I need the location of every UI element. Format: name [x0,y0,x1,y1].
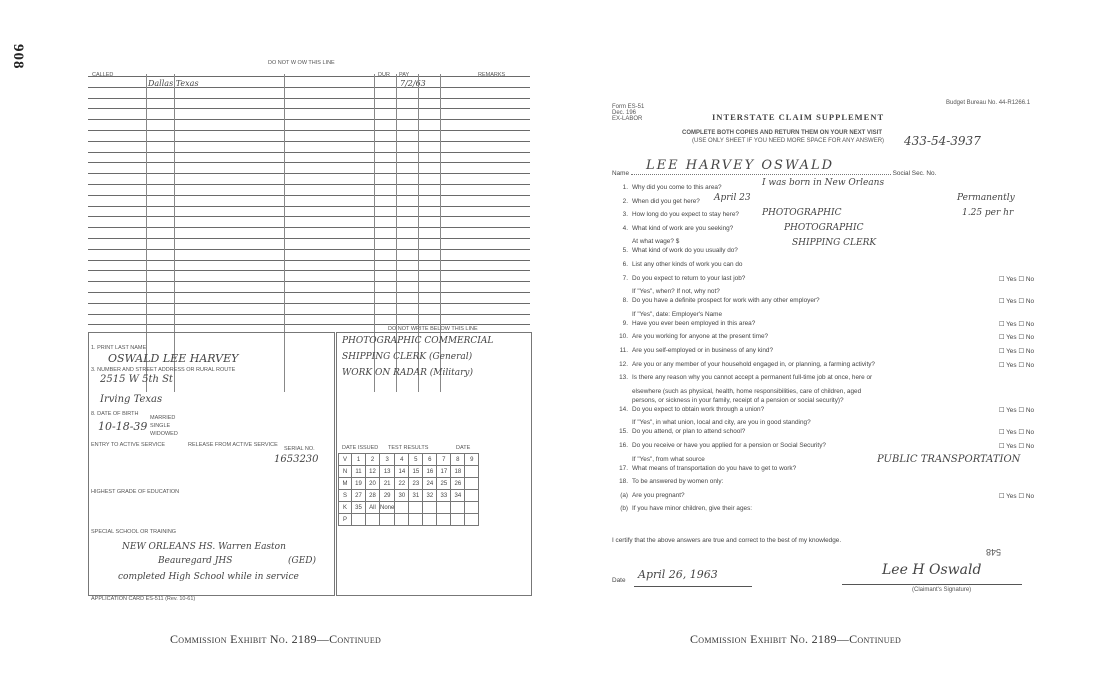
grid-row-label: P [339,514,352,526]
grid-cell: 34 [451,490,465,502]
grid-cell [352,514,366,526]
question-row: 18. To be answered by women only: [619,478,724,486]
grid-cell: 15 [409,466,423,478]
card-footer: APPLICATION CARD ES-511 (Rev. 10-61) [91,596,196,602]
form-subtitle-2: (USE ONLY SHEET IF YOU NEED MORE SPACE FOR ANY ANSWER) [692,138,885,144]
yes-no-checkbox[interactable]: ☐ Yes ☐ No [998,406,1034,414]
hand-city: Irving Texas [100,394,163,405]
yes-no-checkbox[interactable]: ☐ Yes ☐ No [998,275,1034,283]
col-dur: DUR [378,72,390,78]
question-row: 3. How long do you expect to stay here? [622,211,739,219]
grid-row-label: V [339,454,352,466]
grid-cell: 27 [352,490,366,502]
hand-ged: (GED) [288,556,316,566]
yes-no-checkbox[interactable]: ☐ Yes ☐ No [998,348,1034,355]
question-row: If "Yes", when? If not, why not? [632,288,720,296]
label-serial: SERIAL NO. [284,446,315,452]
question-row: elsewhere (such as physical, health, home responsibilities, care of children, aged [632,387,862,395]
question-row: persons, or sickness in your family, receipt of a pension or social security)? [632,396,844,404]
caption-right: Commission Exhibit No. 2189—Continued [690,632,902,646]
label-address: 3. NUMBER AND STREET ADDRESS OR RURAL ROUTE [91,367,236,373]
grid-cell: 30 [395,490,409,502]
grid-cell [465,490,479,502]
sig-caption: (Claimant's Signature) [912,587,972,593]
label-widowed: WIDOWED [150,431,178,437]
question-row: If "Yes", from what source [632,455,705,463]
grid-cell [451,502,465,514]
middle-note: DO NOT WRITE BELOW THIS LINE [388,326,478,332]
grid-date: DATE [456,445,471,451]
question-row: 9. Have you ever been employed in this area? ☐ Yes ☐ No [622,319,1034,328]
grid-cell: 32 [423,490,437,502]
grid-cell: 29 [380,490,395,502]
grid-cell: 31 [409,490,423,502]
ans-wage: 1.25 per hr [962,208,1014,218]
yes-no-checkbox[interactable]: ☐ Yes ☐ No [998,492,1034,500]
hand-signature: Lee H Oswald [882,562,982,578]
row1-hand: Dallas Texas [148,79,199,88]
ans-q17: PUBLIC TRANSPORTATION [877,454,1021,465]
grid-cell: 8 [451,454,465,466]
ans-q2: April 23 [714,193,751,203]
yes-no-checkbox[interactable]: ☐ Yes ☐ No [998,429,1034,437]
question-row: 8. Do you have a definite prospect for work with any other employer? ☐ Yes ☐ No [622,297,1034,306]
grid-row-label: N [339,466,352,478]
yes-no-checkbox[interactable]: ☐ Yes ☐ No [998,320,1034,328]
grid-cell: 19 [352,478,366,490]
label-soc: Social Sec. No. [892,170,937,177]
grid-cell [380,514,395,526]
test-grid [338,453,479,526]
grid-cell: 23 [409,478,423,490]
grid-cell: 28 [366,490,380,502]
question-row: 13. Is there any reason why you cannot accept a permanent full-time job at once, here or [619,374,873,382]
question-row: (b) If you have minor children, give their ages: [620,505,753,513]
question-row: 10. Are you working for anyone at the present time? ☐ Yes ☐ No [619,333,1034,342]
col-remarks: REMARKS [478,72,506,78]
grid-cell: 11 [352,466,366,478]
label-service: ENTRY TO ACTIVE SERVICE [91,442,166,448]
form-corner-left: Form ES-51 Dec. 196 EX-LABOR [612,104,645,122]
grid-cell: 5 [409,454,423,466]
ans-q6: SHIPPING CLERK [792,238,877,248]
question-row: If "Yes", in what union, local and city, are you in good standing? [632,419,811,427]
question-row: (a) Are you pregnant? ☐ Yes ☐ No [620,491,1034,500]
question-row: If "Yes", date: Employer's Name [632,310,723,318]
grid-cell: All [366,502,380,514]
form-title: INTERSTATE CLAIM SUPPLEMENT [712,112,885,122]
grid-cell: 21 [380,478,395,490]
hand-job2: SHIPPING CLERK (General) [342,352,473,362]
grid-cell: 4 [395,454,409,466]
question-row: 7. Do you expect to return to your last job? ☐ Yes ☐ No [622,274,1034,283]
grid-cell [451,514,465,526]
ans-q1: I was born in New Orleans [762,178,885,188]
grid-cell [437,514,451,526]
question-row: 6. List any other kinds of work you can do [622,261,743,268]
hand-form-name: LEE HARVEY OSWALD [646,158,835,173]
yes-no-checkbox[interactable]: ☐ Yes ☐ No [998,361,1034,369]
grid-cell [409,514,423,526]
grid-row-label: S [339,490,352,502]
grid-cell: 17 [437,466,451,478]
grid-cell [395,502,409,514]
ans-q5: PHOTOGRAPHIC [784,223,864,233]
grid-cell: 1 [352,454,366,466]
question-row: At what wage? $ [632,238,680,246]
grid-cell: 33 [437,490,451,502]
hand-ssn: 433-54-3937 [904,134,981,148]
grid-cell: None [380,502,395,514]
label-last-name: 1. PRINT LAST NAME [91,345,147,351]
col-pay: PAY [399,72,410,78]
application-card [88,60,530,604]
ans-q4: PHOTOGRAPHIC [762,208,842,218]
question-row: 14. Do you expect to obtain work through a union? ☐ Yes ☐ No [619,405,1034,414]
grid-cell: 13 [380,466,395,478]
question-row: 17. What means of transportation do you have to get to work? [619,464,797,472]
header-note: DO NOT W OW THIS LINE [268,60,335,66]
grid-cell: 18 [451,466,465,478]
grid-cell: 22 [395,478,409,490]
grid-cell [437,502,451,514]
grid-cell: 16 [423,466,437,478]
row1-date: 7/2/63 [400,79,426,88]
hand-name: OSWALD LEE HARVEY [108,352,239,365]
yes-no-checkbox[interactable]: ☐ Yes ☐ No [998,443,1034,450]
label-release: RELEASE FROM ACTIVE SERVICE [188,442,278,448]
grid-cell [409,502,423,514]
stamp-548: 548 [986,547,1002,557]
label-dob: 8. DATE OF BIRTH [91,411,139,417]
question-row: 2. When did you get here? [622,197,700,205]
hand-job3: WORK ON RADAR (Military) [342,368,473,378]
hand-street: 2515 W 5th St [100,374,173,385]
grid-cell [423,514,437,526]
hand-completed: completed High School while in service [118,572,299,582]
hand-date: April 26, 1963 [638,568,718,581]
hand-serial: 1653230 [274,454,319,465]
col-called: CALLED [92,72,114,78]
yes-no-checkbox[interactable]: ☐ Yes ☐ No [998,298,1034,306]
grid-cell: 24 [423,478,437,490]
grid-cell [366,514,380,526]
question-row: 1. Why did you come to this area? [622,184,722,191]
certify-text: I certify that the above answers are true and correct to the best of my knowledge. [612,537,842,544]
label-education: HIGHEST GRADE OF EDUCATION [91,489,180,495]
grid-cell [423,502,437,514]
caption-left: Commission Exhibit No. 2189—Continued [170,632,382,646]
label-name: Name [612,170,630,177]
grid-cell: 12 [366,466,380,478]
grid-cell: 26 [451,478,465,490]
grid-cell: 9 [465,454,479,466]
grid-row-label: K [339,502,352,514]
hand-school2: Beauregard JHS [158,556,233,566]
grid-cell: 2 [366,454,380,466]
ans-q3: Permanently [957,193,1015,203]
grid-cell [465,466,479,478]
question-row: 12. Are you or any member of your household engaged in, or planning, a farming activity? ☐ Yes ☐ No [619,360,1034,369]
grid-cell [465,502,479,514]
hand-dob: 10-18-39 [98,420,148,433]
budget-bureau: Budget Bureau No. 44-R1266.1 [946,100,1031,106]
page-number: 908 [10,44,26,70]
hand-job1: PHOTOGRAPHIC COMMERCIAL [342,336,494,346]
grid-cell: 35 [352,502,366,514]
form-subtitle: COMPLETE BOTH COPIES AND RETURN THEM ON YOUR NEXT VISIT [682,130,883,136]
grid-cell: 7 [437,454,451,466]
interstate-claim-form [612,100,1034,600]
grid-cell: 25 [437,478,451,490]
question-row: 16. Do you receive or have you applied for a pension or Social Security? ☐ Yes ☐ No [619,442,1034,450]
question-row: 15. Do you attend, or plan to attend school? ☐ Yes ☐ No [619,428,1034,437]
label-married: MARRIED [150,415,176,421]
grid-cell: 20 [366,478,380,490]
label-single: SINGLE [150,423,171,429]
grid-cell: 6 [423,454,437,466]
question-row: 5. What kind of work do you usually do? [622,247,738,255]
question-row: 11. Are you self-employed or in business of any kind? ☐ Yes ☐ No [619,347,1034,355]
grid-cell [465,514,479,526]
grid-row-label: M [339,478,352,490]
date-label: Date [612,577,626,584]
yes-no-checkbox[interactable]: ☐ Yes ☐ No [998,334,1034,342]
grid-test-results: TEST RESULTS [388,445,429,451]
grid-cell [465,478,479,490]
grid-cell [395,514,409,526]
hand-school: NEW ORLEANS HS. Warren Easton [122,542,286,552]
label-training: SPECIAL SCHOOL OR TRAINING [91,529,177,535]
grid-cell: 3 [380,454,395,466]
question-row: 4. What kind of work are you seeking? [622,224,734,232]
grid-date-issued: DATE ISSUED [342,445,379,451]
grid-cell: 14 [395,466,409,478]
